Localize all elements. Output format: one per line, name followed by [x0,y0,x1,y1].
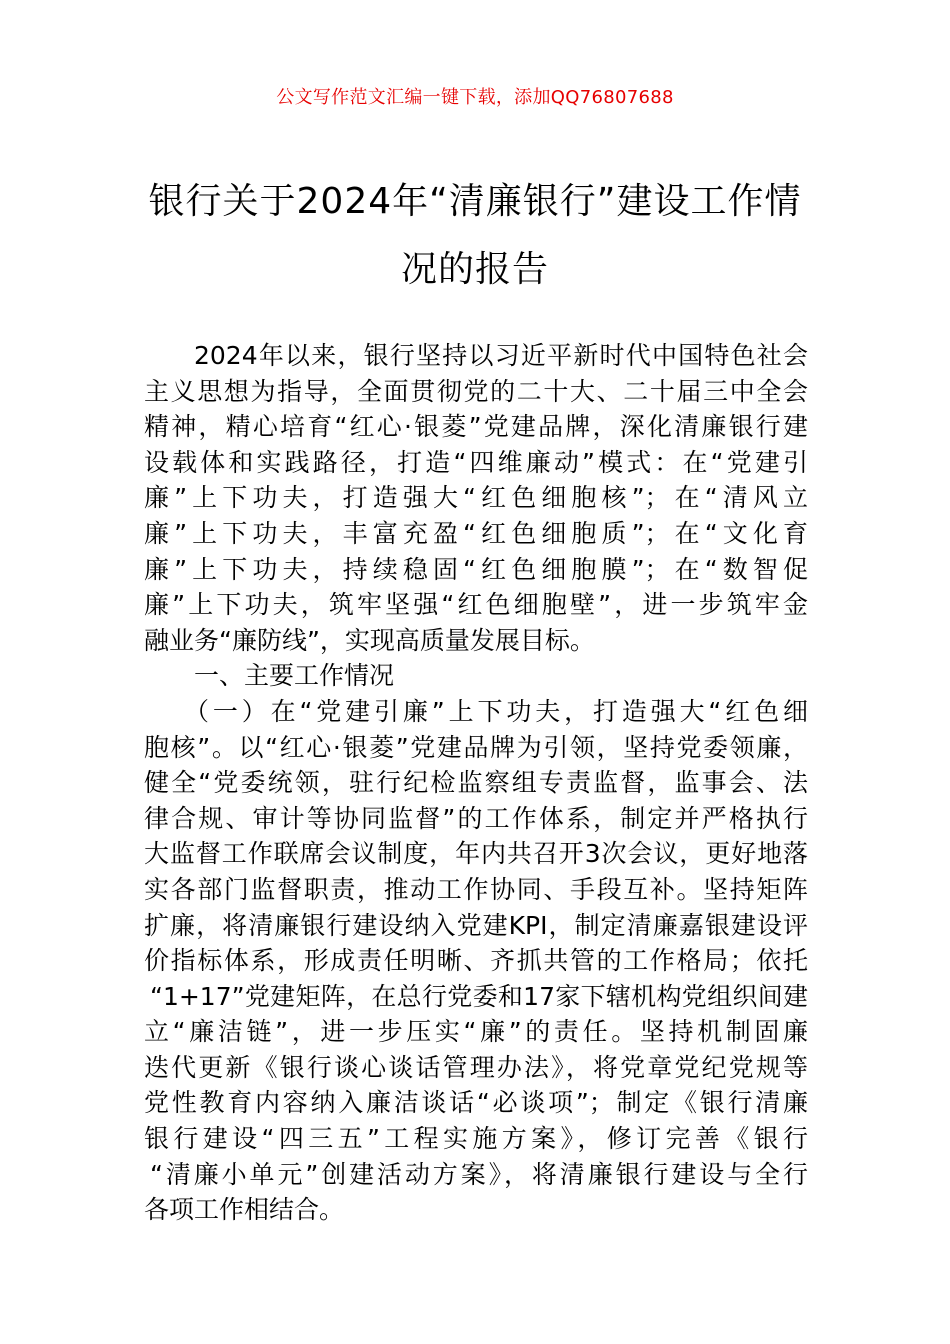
text-line: 廉”上下功夫，筑牢坚强“红色细胞壁”，进一步筑牢金 [144,590,808,620]
text-line: 实各部门监督职责，推动工作协同、手段互补。坚持矩阵 [144,874,808,904]
text-line: “清廉小单元”创建活动方案》，将清廉银行建设与全行 [150,1159,808,1189]
paragraph-section-1 [144,694,808,1228]
text-line: 廉”上下功夫，打造强大“红色细胞核”；在“清风立 [144,483,808,513]
text-line: 扩廉，将清廉银行建设纳入党建KPI，制定清廉嘉银建设评 [144,910,808,940]
text-line: 银行建设“四三五”工程实施方案》，修订完善《银行 [144,1124,808,1154]
text-line: “1+17”党建矩阵，在总行党委和17家下辖机构党组织间建 [150,981,808,1011]
text-line: 价指标体系，形成责任明晰、齐抓共管的工作格局；依托 [144,946,808,976]
text-line: 精神，精心培育“红心·银菱”党建品牌，深化清廉银行建 [144,412,808,442]
text-line: 党性教育内容纳入廉洁谈话“必谈项”；制定《银行清廉 [144,1088,808,1118]
text-line: 大监督工作联席会议制度，年内共召开3次会议，更好地落 [144,839,808,869]
text-line: 廉”上下功夫，丰富充盈“红色细胞质”；在“文化育 [144,518,808,548]
text-line: （一）在“党建引廉”上下功夫，打造强大“红色细 [184,696,808,726]
text-line: 各项工作相结合。 [144,1195,345,1225]
text-line: 融业务“廉防线”，实现高质量发展目标。 [144,625,595,655]
document-title [120,168,830,304]
text-line: 胞核”。以“红心·银菱”党建品牌为引领，坚持党委领廉， [144,732,808,762]
title-line-2: 况的报告 [400,249,549,290]
text-line: 廉”上下功夫，持续稳固“红色细胞膜”；在“数智促 [144,554,808,584]
text-line: 立“廉洁链”，进一步压实“廉”的责任。坚持机制固廉 [144,1017,808,1047]
text-line: 设载体和实践路径，打造“四维廉动”模式：在“党建引 [144,447,808,477]
text-line: 主义思想为指导，全面贯彻党的二十大、二十届三中全会 [144,376,808,406]
document-body [144,338,808,1228]
text-line: 律合规、审计等协同监督”的工作体系，制定并严格执行 [144,803,808,833]
text-line: 健全“党委统领，驻行纪检监察组专责监督，监事会、法 [144,768,808,798]
download-banner[interactable]: 公文写作范文汇编一键下载，添加QQ76807688 [276,87,674,108]
title-line-1: 银行关于2024年“清廉银行”建设工作情 [148,181,802,222]
paragraph-intro [144,338,808,658]
text-line: 2024年以来，银行坚持以习近平新时代中国特色社会 [194,341,808,370]
text-line: 迭代更新《银行谈心谈话管理办法》，将党章党纪党规等 [144,1052,808,1082]
section-heading: 一、主要工作情况 [194,661,395,691]
